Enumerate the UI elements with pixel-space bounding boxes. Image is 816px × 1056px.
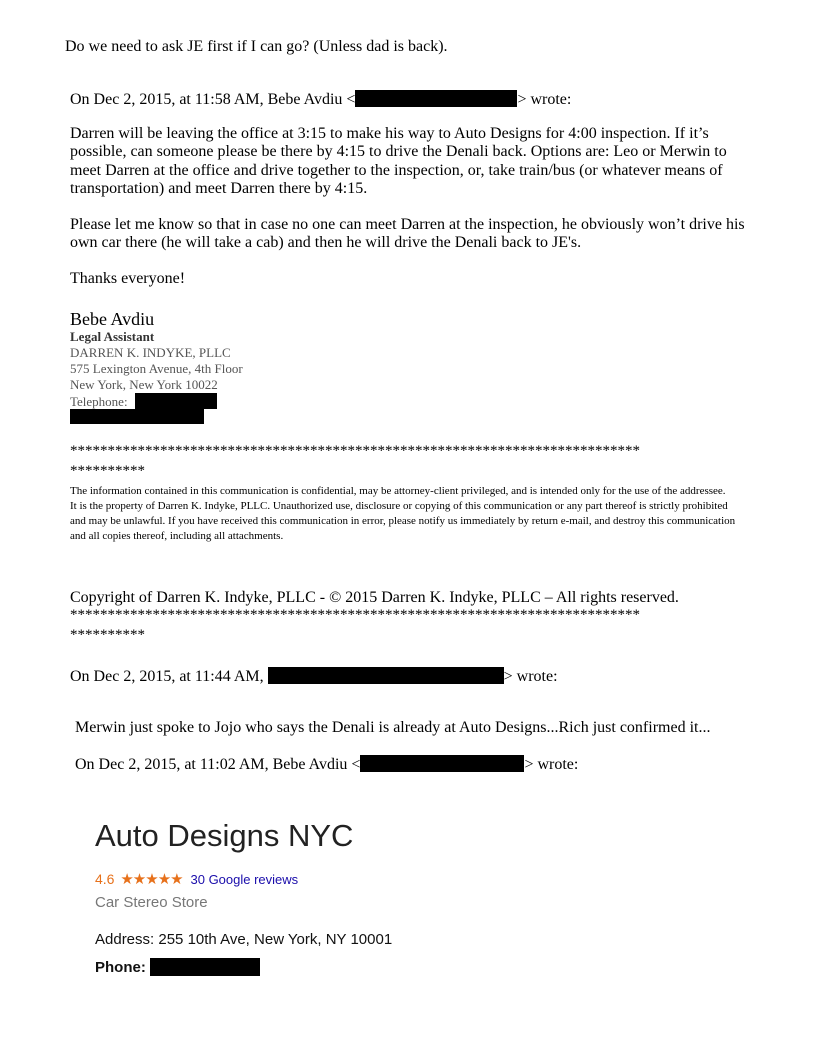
reviews-link[interactable]: 30 Google reviews [190, 872, 299, 887]
disclaimer-line: and all copies thereof, including all attachments. [70, 530, 284, 542]
business-address [95, 931, 392, 949]
email-body-paragraph: Darren will be leaving the office at 3:15 to make his way to Auto Designs for 4:00 inspection. If it’s possible, can someone please be there by 4:15 to drive the Denali back. Options are: Leo or Merwin to meet Darren at the office and drive together to the inspection, or, take train/bus (or whatever means of transportation) and meet Darren there by 4:15. [70, 125, 727, 198]
disclaimer-line: It is the property of Darren K. Indyke, PLLC. Unauthorized use, disclosure or copying of this communication or any part thereof is strictly prohibited [70, 500, 728, 512]
signature-telephone [70, 393, 217, 410]
signature-firm: DARREN K. INDYKE, PLLC [70, 345, 231, 360]
signature-name: Bebe Avdiu [70, 309, 155, 329]
rating-stars-icon: ★★★★★ [120, 871, 183, 888]
divider-stars: **************************************************************************** [70, 443, 640, 459]
email-body: Merwin just spoke to Jojo who says the Denali is already at Auto Designs...Rich just confirmed it... [75, 719, 711, 736]
address-value: 255 10th Ave, New York, NY 10001 [158, 931, 393, 948]
redacted-telephone [135, 393, 217, 409]
email-header-1 [70, 90, 571, 109]
business-phone [95, 958, 260, 977]
rating-row [95, 870, 298, 889]
redacted-email [360, 755, 524, 772]
disclaimer-line: and may be unlawful. If you have received this communication in error, please notify us immediately by return e-mail, and destroy this communication [70, 515, 736, 527]
email-header-3 [75, 755, 578, 774]
signature-address-line: New York, New York 10022 [70, 377, 218, 392]
disclaimer-text [70, 484, 760, 544]
email-header-prefix: On Dec 2, 2015, at 11:58 AM, Bebe Avdiu < [70, 91, 356, 108]
redacted-signature-line [70, 409, 204, 424]
divider-stars-wrap: ********** [70, 627, 145, 643]
business-name: Auto Designs NYC [95, 818, 354, 853]
address-label: Address: [95, 931, 155, 948]
signature-title: Legal Assistant [70, 329, 155, 344]
disclaimer-line: The information contained in this communication is confidential, may be attorney-client privileged, and is intended only for the use of the addressee. [70, 485, 726, 497]
email-header-prefix: On Dec 2, 2015, at 11:44 AM, [70, 668, 264, 685]
business-category: Car Stereo Store [95, 894, 208, 911]
copyright: Copyright of Darren K. Indyke, PLLC - © 2015 Darren K. Indyke, PLLC – All rights reserved. [70, 589, 679, 606]
telephone-label: Telephone: [70, 394, 128, 409]
email-header-suffix: > wrote: [503, 668, 558, 685]
email-header-suffix: > wrote: [517, 91, 572, 108]
reply-line: Do we need to ask JE first if I can go? (Unless dad is back). [65, 38, 448, 55]
divider-stars-wrap: ********** [70, 463, 145, 479]
email-header-2 [70, 667, 558, 686]
phone-label: Phone: [95, 959, 146, 976]
signature-address-line: 575 Lexington Avenue, 4th Floor [70, 361, 243, 376]
email-body-paragraph: Please let me know so that in case no one can meet Darren at the inspection, he obviously won’t drive his own car there (he will take a cab) and then he will drive the Denali back to JE's. [70, 216, 745, 252]
divider-stars: **************************************************************************** [70, 607, 640, 623]
email-thanks: Thanks everyone! [70, 270, 186, 287]
rating-value: 4.6 [95, 871, 115, 887]
email-header-suffix: > wrote: [524, 756, 579, 773]
email-header-prefix: On Dec 2, 2015, at 11:02 AM, Bebe Avdiu < [75, 756, 361, 773]
redacted-email [355, 90, 517, 107]
redacted-email [268, 667, 504, 684]
redacted-phone [150, 958, 260, 976]
